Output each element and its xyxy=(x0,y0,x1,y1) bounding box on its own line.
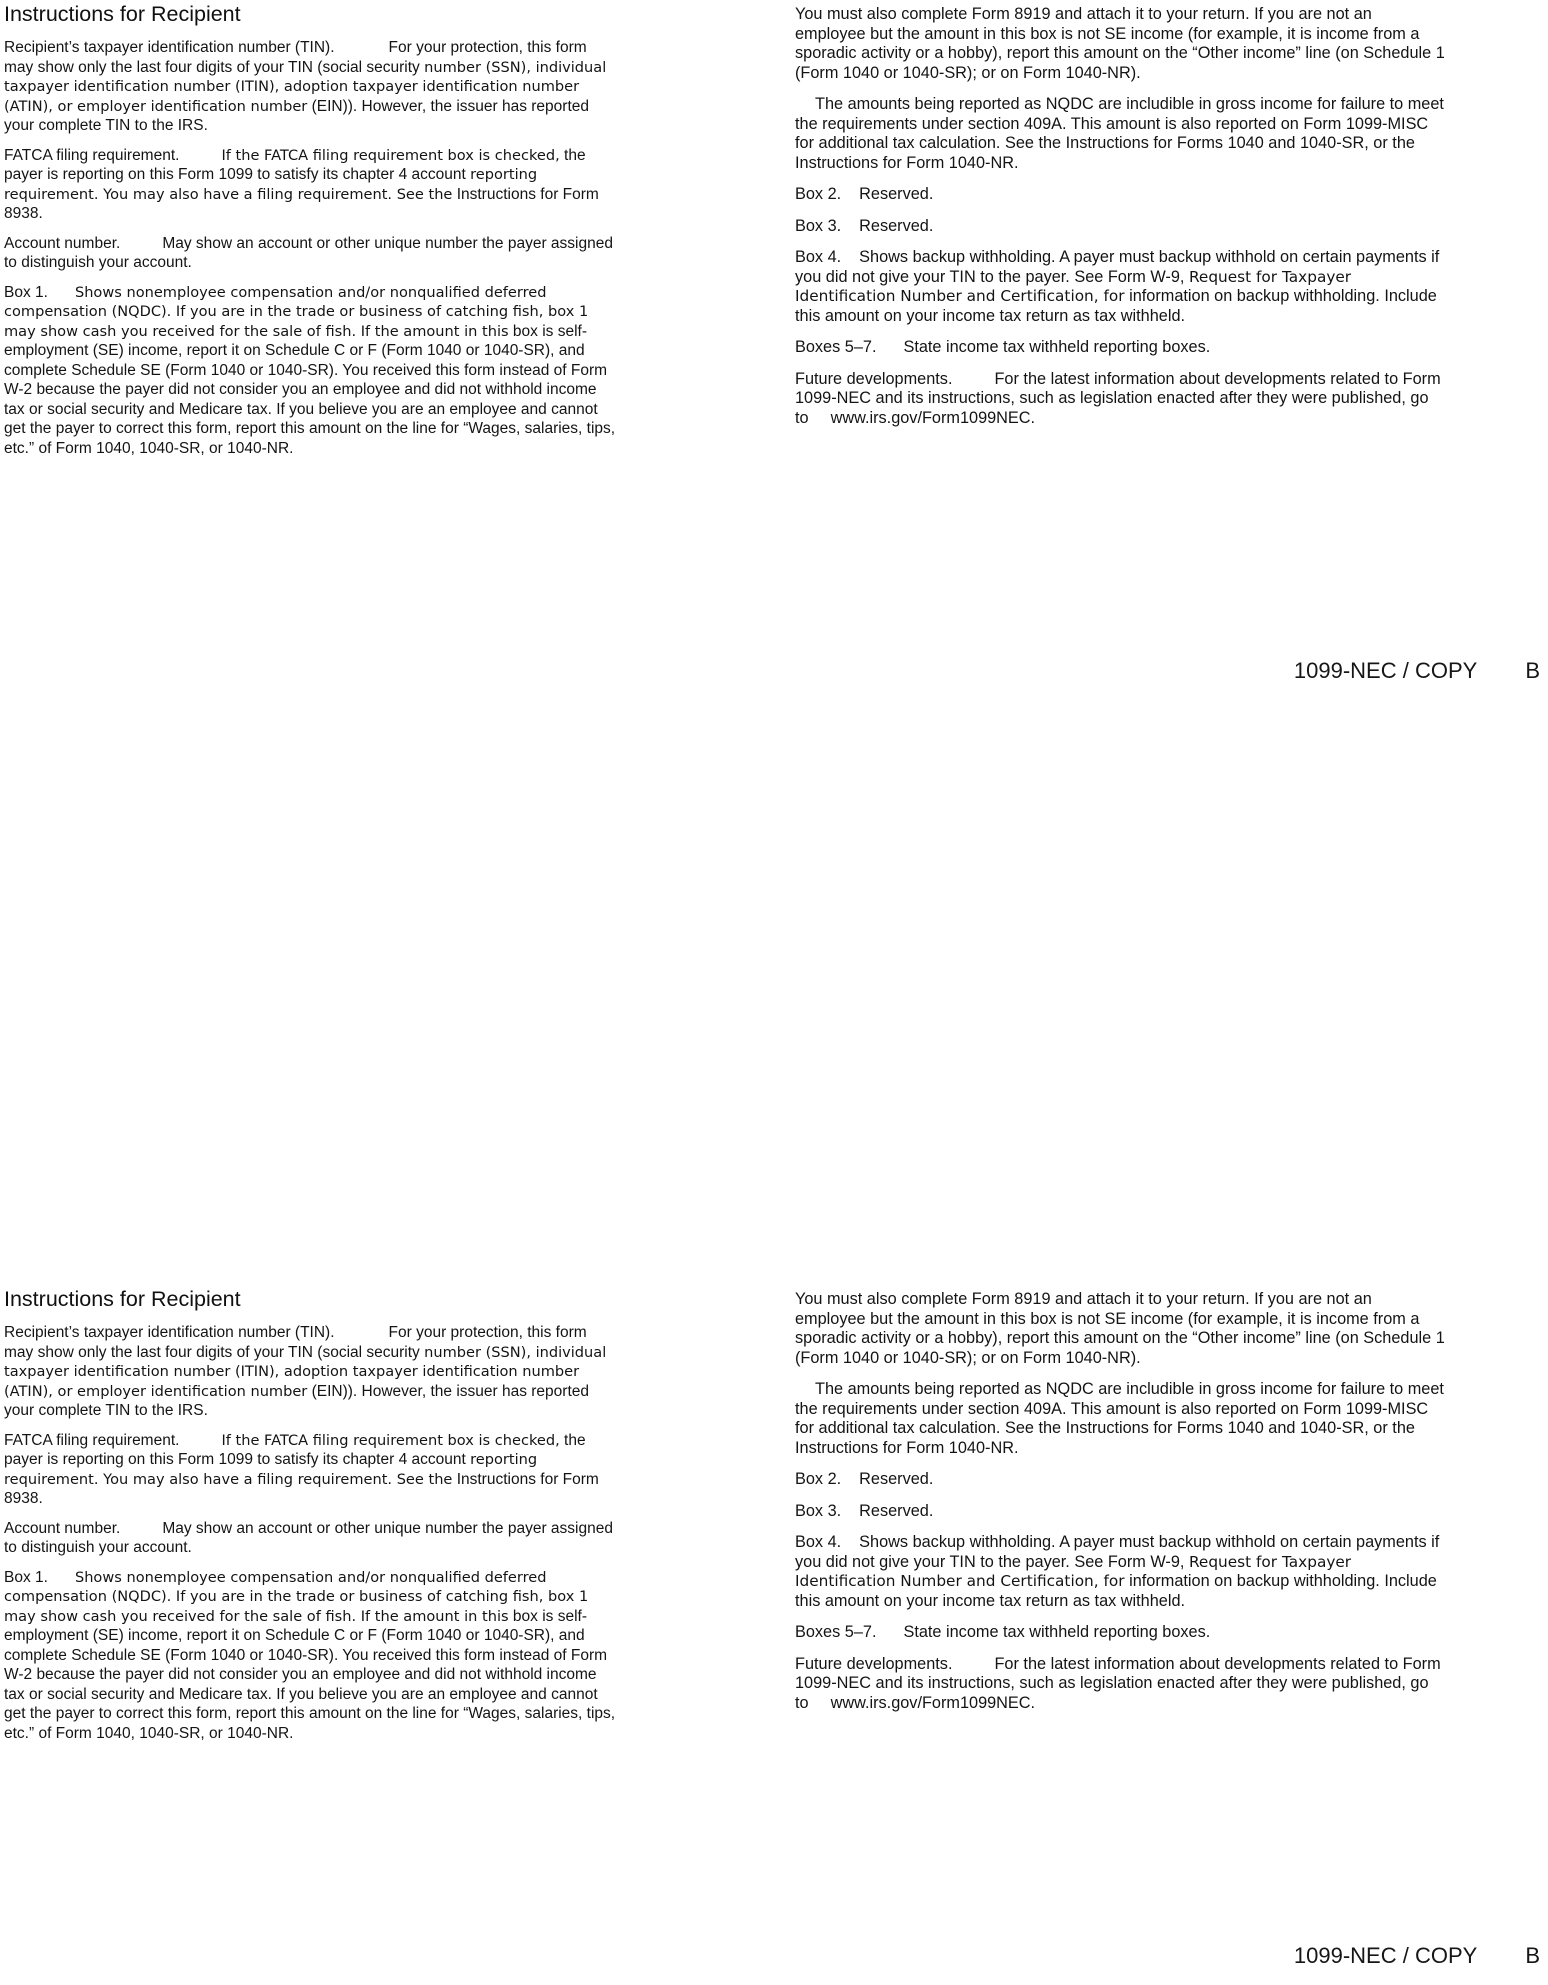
paragraph-text: You must also complete Form 8919 and attach it to your return. If you are not an employee but the amount in this box is not SE income (for example, it is income from a sporadic activity or a hobby), report this amount on the “Other income” line (on Schedule 1 (Form 1040 or 1040-SR); or on Form 1040-NR). xyxy=(795,5,1445,82)
paragraph-text: Request for Taxpayer Identification Number and Certification, for xyxy=(795,1552,1352,1590)
instruction-paragraph xyxy=(795,1380,1445,1458)
paragraph-label: Account number. xyxy=(4,1519,121,1537)
paragraph-text: Reserved. xyxy=(859,216,934,235)
paragraph-text: Instructions for Form 8938. xyxy=(4,1470,599,1507)
instruction-paragraph xyxy=(4,1519,616,1558)
paragraph-text: the payer is reporting on this Form 1099 to satisfy its chapter 4 account xyxy=(4,1431,586,1468)
instruction-paragraph xyxy=(795,217,1445,237)
instruction-paragraph xyxy=(4,146,616,224)
paragraph-text: Reserved. xyxy=(859,1470,934,1488)
form-id-label: 1099-NEC / COPY xyxy=(1293,658,1478,683)
paragraph-text: The amounts being reported as NQDC are includible in gross income for failure to meet the requirements under section 409A. This amount is also reported on Form 1099-MISC for additional tax calculation. See the Instructions for Forms 1040 and 1040-SR, or the Instructions for Form 1040-NR. xyxy=(795,1380,1444,1457)
instruction-paragraph xyxy=(795,1655,1445,1714)
paragraph-text: www.irs.gov/Form1099NEC. xyxy=(830,1693,1036,1712)
right-column xyxy=(795,5,1445,440)
form-id-footer xyxy=(0,1943,1540,1969)
paragraph-text: the payer is reporting on this Form 1099 to satisfy its chapter 4 account xyxy=(4,146,586,183)
instructions-heading: Instructions for Recipient xyxy=(4,2,241,26)
paragraph-label: FATCA filing requirement. xyxy=(4,146,180,164)
paragraph-text: reporting requirement. You may also have a filing requirement. See the xyxy=(4,166,538,203)
paragraph-label: Boxes 5–7. xyxy=(795,338,877,356)
paragraph-text: Instructions for Form 8938. xyxy=(4,185,599,222)
paragraph-text: Shows nonemployee compensation and/or nonqualified deferred compensation (NQDC). If you are in the trade or business of catching fish, box 1 may show cash you received for the sale of fish. If the amount in this xyxy=(4,283,589,340)
instruction-paragraph xyxy=(4,283,616,459)
paragraph-text: Reserved. xyxy=(859,185,934,203)
paragraph-text: reporting requirement. You may also have a filing requirement. See the xyxy=(4,1451,538,1488)
paragraph-label: FATCA filing requirement. xyxy=(4,1431,180,1449)
paragraph-text: You must also complete Form 8919 and attach it to your return. If you are not an employee but the amount in this box is not SE income (for example, it is income from a sporadic activity or a hobby), report this amount on the “Other income” line (on Schedule 1 (Form 1040 or 1040-SR); or on Form 1040-NR). xyxy=(795,1290,1445,1367)
paragraph-label: Box 2. xyxy=(795,1470,842,1488)
instruction-paragraph xyxy=(795,1502,1445,1522)
instruction-paragraph xyxy=(795,338,1445,358)
instruction-paragraph xyxy=(795,1290,1445,1368)
paragraph-text: box is self-employment (SE) income, report it on Schedule C or F (Form 1040 or 1040-SR), and complete Schedule SE (Form 1040 or 1040-SR). You received this form instead of Form W-2 because the payer did not consider you an employee and did not withhold income tax or social security and Medicare tax. If you believe you are an employee and cannot get the payer to correct this form, report this amount on the line for “Wages, salaries, tips, etc.” of Form 1040, 1040-SR, or 1040-NR. xyxy=(4,322,616,457)
instruction-paragraph xyxy=(795,248,1445,326)
paragraph-text: For the latest information about developments related to Form 1099-NEC and its instructions, such as legislation enacted after they were published, go to xyxy=(795,1654,1441,1712)
paragraph-text: Shows backup withholding. A payer must backup withhold on certain payments if you did not give your TIN to the payer. See Form W-9, xyxy=(795,248,1440,286)
paragraph-label: Box 4. xyxy=(795,248,842,266)
paragraph-text: Reserved. xyxy=(859,1501,934,1520)
instruction-paragraph xyxy=(4,1323,616,1421)
instruction-paragraph xyxy=(795,95,1445,173)
left-column xyxy=(4,1285,616,1753)
paragraph-text: Shows backup withholding. A payer must backup withhold on certain payments if you did not give your TIN to the payer. See Form W-9, xyxy=(795,1533,1440,1571)
paragraph-text: If the FATCA filing requirement box is checked, xyxy=(221,146,560,164)
paragraph-label: Box 4. xyxy=(795,1533,842,1551)
paragraph-text: For your protection, this form may show only the last four digits of your TIN (social security xyxy=(4,1324,587,1361)
instructions-heading: Instructions for Recipient xyxy=(4,1287,241,1311)
paragraph-text: number (SSN), individual taxpayer identification number (ITIN), adoption taxpayer identification number (ATIN), or employer identification number xyxy=(4,1343,607,1400)
form-page-copy-bottom xyxy=(0,1285,1548,1985)
paragraph-label: Account number. xyxy=(4,234,121,252)
paragraph-text: number (SSN), individual taxpayer identification number (ITIN), adoption taxpayer identification number (ATIN), or employer identification number xyxy=(4,58,607,115)
paragraph-text: information on backup withholding. Include this amount on your income tax return as tax withheld. xyxy=(795,287,1437,325)
form-page-copy-top xyxy=(0,0,1548,700)
paragraph-text: information on backup withholding. Include this amount on your income tax return as tax withheld. xyxy=(795,1572,1437,1610)
instruction-paragraph xyxy=(795,370,1445,429)
paragraph-text: State income tax withheld reporting boxes. xyxy=(903,1623,1211,1641)
paragraph-text: www.irs.gov/Form1099NEC. xyxy=(830,408,1036,427)
paragraph-label: Box 3. xyxy=(795,1501,842,1520)
paragraph-text: For your protection, this form may show only the last four digits of your TIN (social security xyxy=(4,39,587,76)
instruction-paragraph xyxy=(795,1470,1445,1490)
paragraph-text: If the FATCA filing requirement box is checked, xyxy=(221,1431,560,1449)
paragraph-label: Recipient’s taxpayer identification number (TIN). xyxy=(4,1324,335,1341)
instruction-paragraph xyxy=(795,1533,1445,1611)
paragraph-label: Future developments. xyxy=(795,369,953,388)
paragraph-label: Box 1. xyxy=(4,283,48,301)
paragraph-text: For the latest information about developments related to Form 1099-NEC and its instructions, such as legislation enacted after they were published, go to xyxy=(795,369,1441,427)
instruction-paragraph xyxy=(4,234,616,273)
paragraph-label: Recipient’s taxpayer identification number (TIN). xyxy=(4,39,335,56)
copy-letter: B xyxy=(1525,658,1540,683)
form-id-label: 1099-NEC / COPY xyxy=(1293,1943,1478,1968)
paragraph-text: (EIN)). However, the issuer has reported your complete TIN to the IRS. xyxy=(4,97,589,134)
copy-letter: B xyxy=(1525,1943,1540,1968)
paragraph-text: (EIN)). However, the issuer has reported your complete TIN to the IRS. xyxy=(4,1382,589,1419)
paragraph-label: Box 1. xyxy=(4,1568,48,1586)
paragraph-text: Request for Taxpayer Identification Number and Certification, for xyxy=(795,267,1352,305)
paragraph-label: Box 2. xyxy=(795,185,842,203)
instruction-paragraph xyxy=(4,1431,616,1509)
instruction-paragraph xyxy=(795,5,1445,83)
paragraph-text: State income tax withheld reporting boxes. xyxy=(903,338,1211,356)
instruction-paragraph xyxy=(795,1623,1445,1643)
paragraph-label: Boxes 5–7. xyxy=(795,1623,877,1641)
right-column xyxy=(795,1290,1445,1725)
left-column xyxy=(4,0,616,468)
instruction-paragraph xyxy=(4,1568,616,1744)
paragraph-text: May show an account or other unique number the payer assigned to distinguish your account. xyxy=(4,234,613,271)
paragraph-text: box is self-employment (SE) income, report it on Schedule C or F (Form 1040 or 1040-SR), and complete Schedule SE (Form 1040 or 1040-SR). You received this form instead of Form W-2 because the payer did not consider you an employee and did not withhold income tax or social security and Medicare tax. If you believe you are an employee and cannot get the payer to correct this form, report this amount on the line for “Wages, salaries, tips, etc.” of Form 1040, 1040-SR, or 1040-NR. xyxy=(4,1607,616,1742)
paragraph-label: Future developments. xyxy=(795,1654,953,1673)
paragraph-text: May show an account or other unique number the payer assigned to distinguish your account. xyxy=(4,1519,613,1556)
paragraph-label: Box 3. xyxy=(795,216,842,235)
instruction-paragraph xyxy=(795,185,1445,205)
paragraph-text: Shows nonemployee compensation and/or nonqualified deferred compensation (NQDC). If you are in the trade or business of catching fish, box 1 may show cash you received for the sale of fish. If the amount in this xyxy=(4,1568,589,1625)
form-id-footer xyxy=(0,658,1540,684)
instruction-paragraph xyxy=(4,38,616,136)
paragraph-text: The amounts being reported as NQDC are includible in gross income for failure to meet the requirements under section 409A. This amount is also reported on Form 1099-MISC for additional tax calculation. See the Instructions for Forms 1040 and 1040-SR, or the Instructions for Form 1040-NR. xyxy=(795,95,1444,172)
